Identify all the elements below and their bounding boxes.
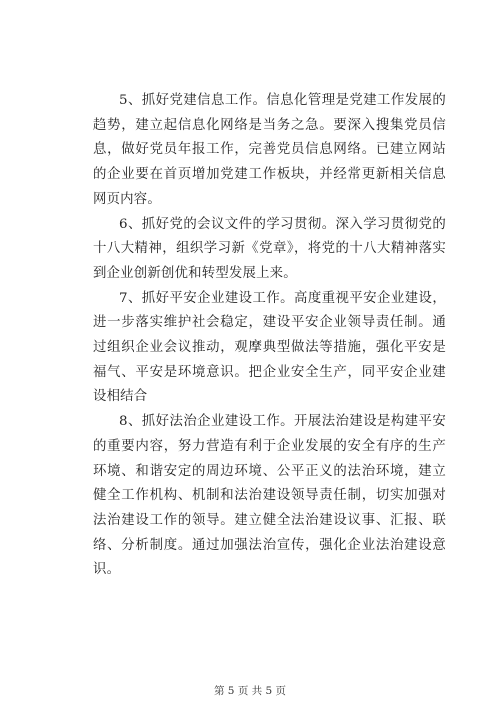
paragraph-item-8: 8、抓好法治企业建设工作。开展法治建设是构建平安的重要内容，努力营造有利于企业发展的安全有序的生产环境、和谐安定的周边环境、公平正义的法治环境，建立健全工作机构、机制和法治建设领导责任制，切实加强对法治建设工作的领导。建立健全法治建设议事、汇报、联络、分析制度。通过加强法治宣传，强化企业法治建设意识。 (93, 414, 446, 578)
document-body (93, 89, 446, 583)
paragraph-item-6: 6、抓好党的会议文件的学习贯彻。深入学习贯彻党的十八大精神，组织学习新《党章》，将党的十八大精神落实到企业创新创优和转型发展上来。 (93, 216, 446, 281)
paragraph-item-5: 5、抓好党建信息工作。信息化管理是党建工作发展的趋势，建立起信息化网络是当务之急。要深入搜集党员信息，做好党员年报工作，完善党员信息网络。已建立网站的企业要在首页增加党建工作板块，并经常更新相关信息网页内容。 (93, 93, 446, 207)
paragraph-item-7: 7、抓好平安企业建设工作。高度重视平安企业建设，进一步落实维护社会稳定，建设平安企业领导责任制。通过组织企业会议推动，观摩典型做法等措施，强化平安是福气、平安是环境意识。把企业安全生产，同平安企业建设相结合 (93, 290, 446, 405)
page-number-footer: 第 5 页 共 5 页 (213, 685, 287, 697)
